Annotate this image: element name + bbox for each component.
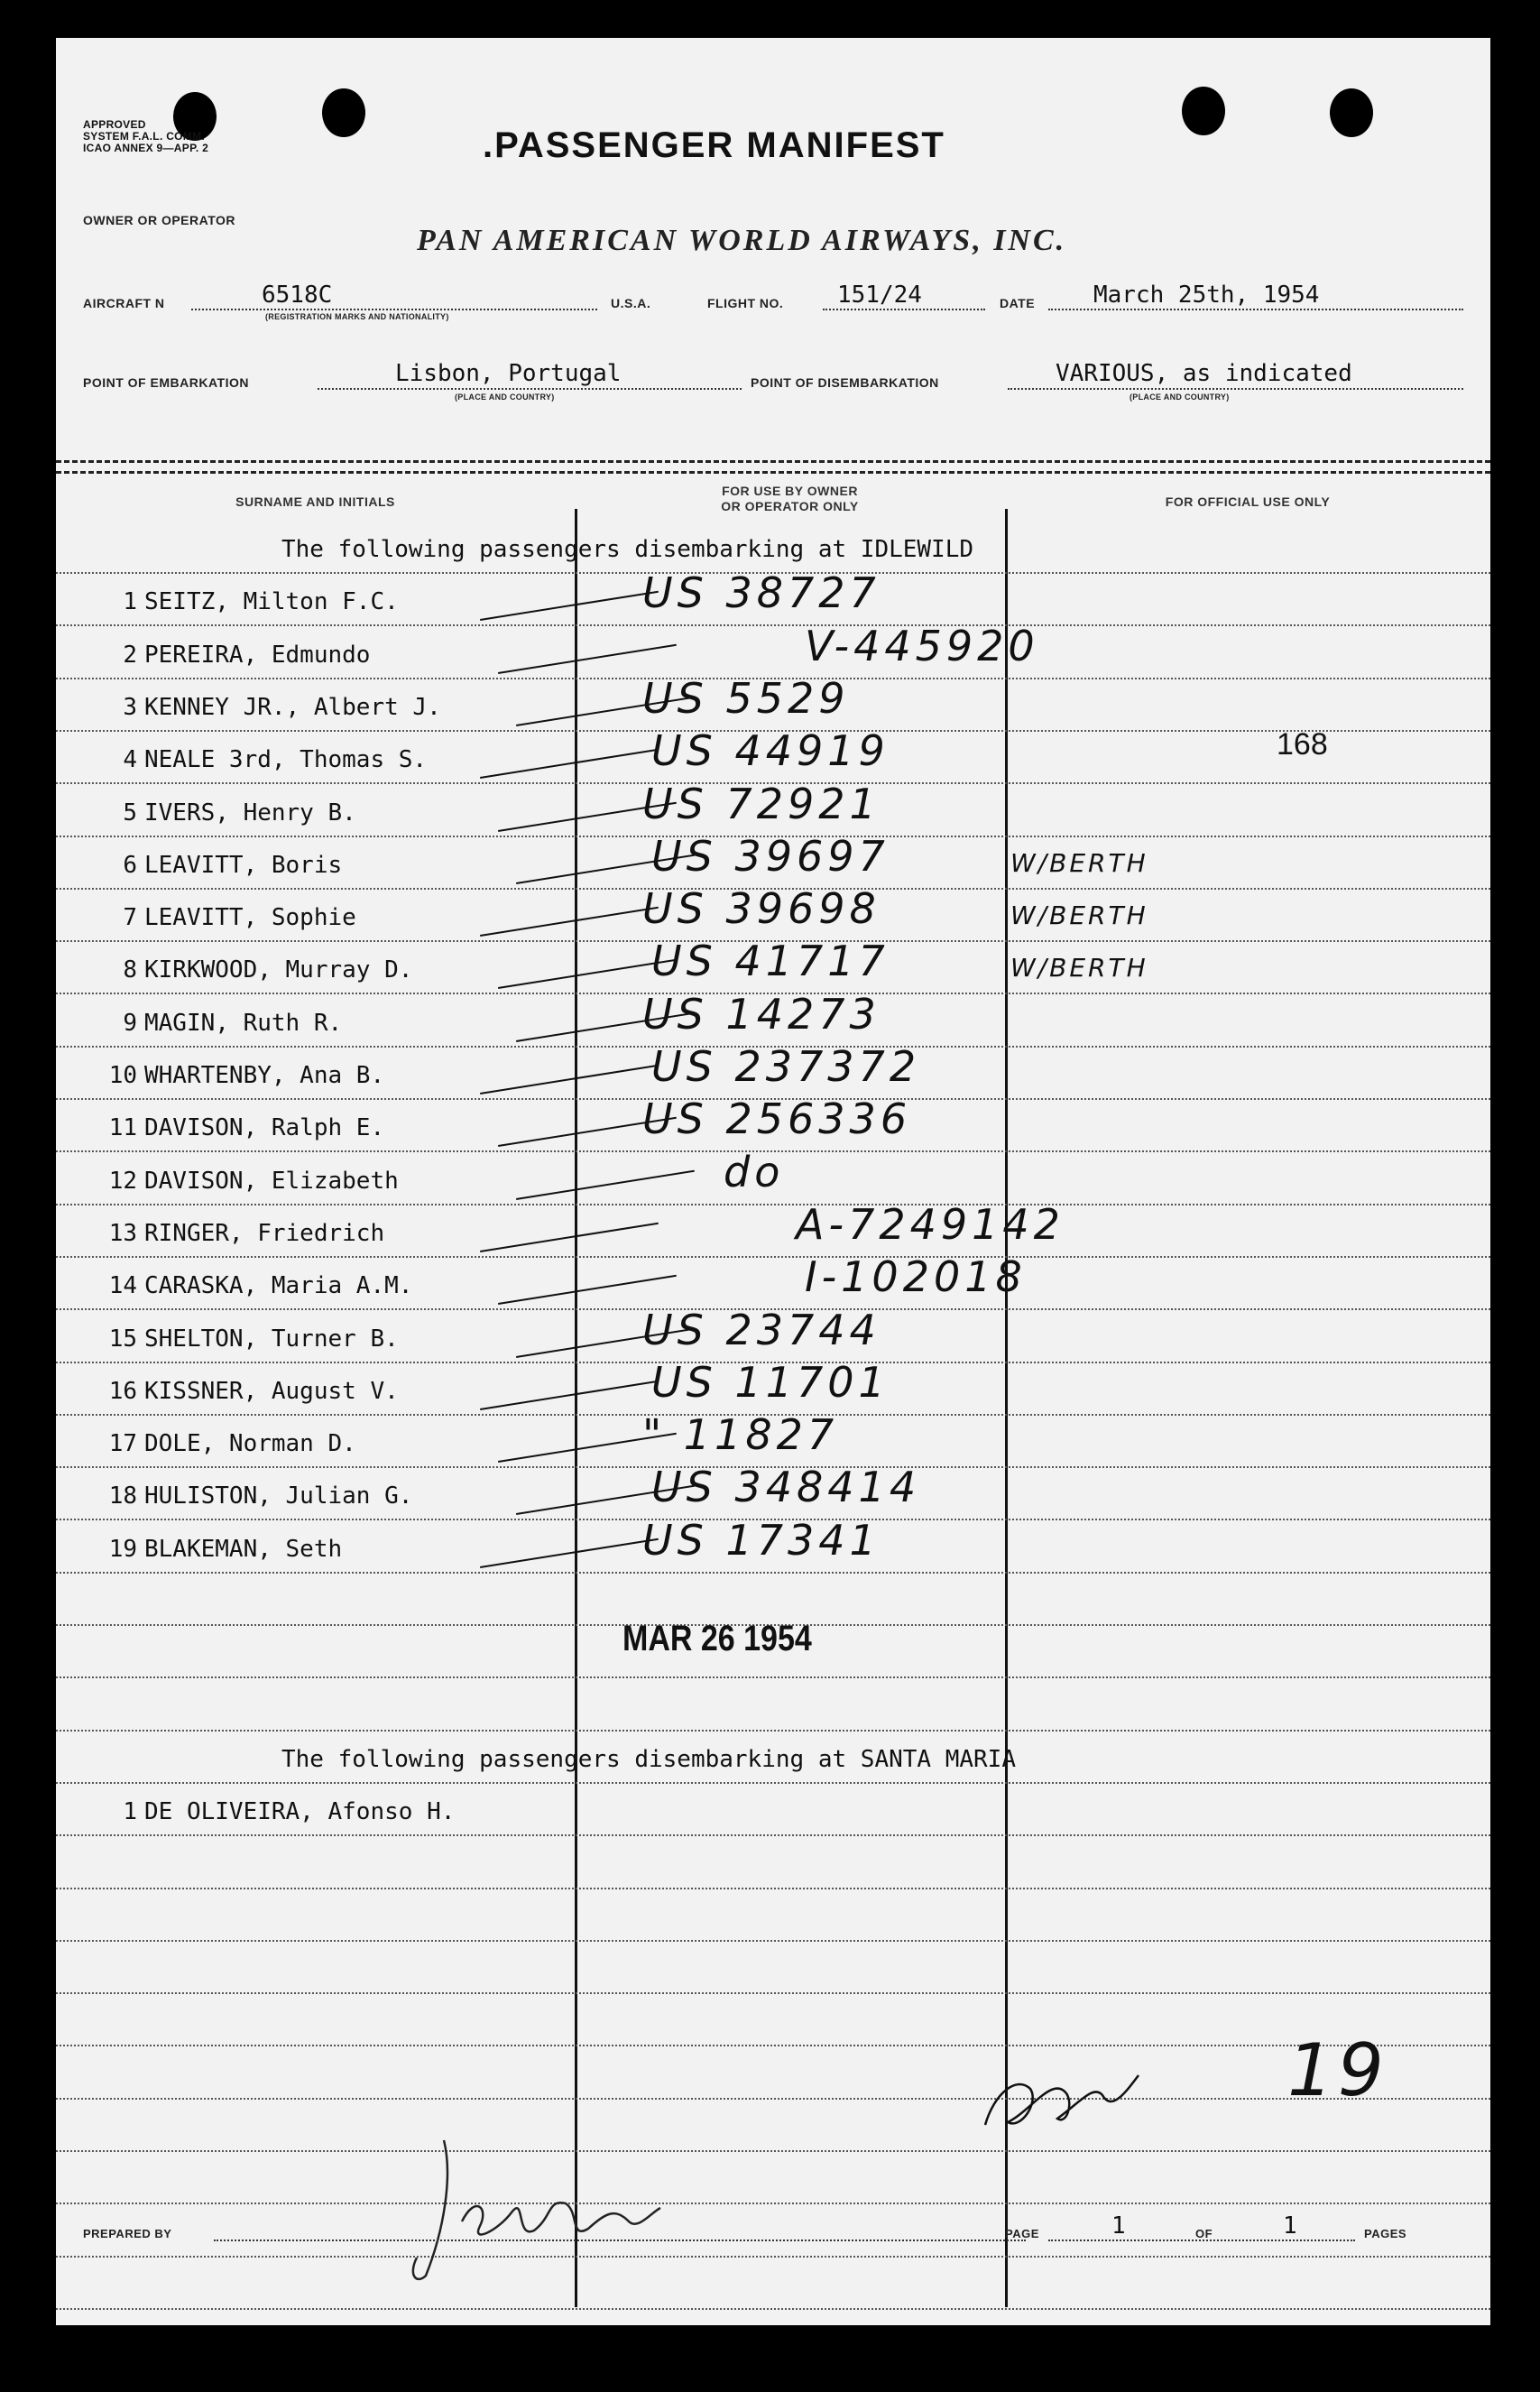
row-rule	[56, 1676, 1490, 1678]
official-use-column-header: FOR OFFICIAL USE ONLY	[1165, 494, 1331, 509]
passenger-name: RINGER, Friedrich	[144, 1220, 385, 1247]
handwritten-dash	[480, 591, 659, 621]
handwritten-dash	[480, 749, 659, 779]
passenger-name: DE OLIVEIRA, Afonso H.	[144, 1798, 456, 1825]
passenger-number: 3	[123, 694, 137, 721]
passport-number: US 11701	[651, 1358, 890, 1407]
passenger-number: 4	[123, 746, 137, 773]
passport-number: US 72921	[642, 780, 881, 828]
passport-number: " 11827	[642, 1410, 839, 1459]
handwritten-dash	[516, 1170, 695, 1200]
handwritten-dash	[480, 907, 659, 937]
row-rule	[56, 2308, 1490, 2310]
passenger-name: SHELTON, Turner B.	[144, 1325, 399, 1353]
handwritten-dash	[498, 959, 677, 989]
passport-number: US 41717	[651, 937, 890, 985]
row-rule	[56, 624, 1490, 626]
passenger-number: 2	[123, 642, 137, 669]
passenger-name: BLAKEMAN, Seth	[144, 1536, 343, 1563]
passport-number: US 237372	[651, 1042, 921, 1091]
passenger-name: LEAVITT, Boris	[144, 852, 343, 879]
passenger-name: KENNEY JR., Albert J.	[144, 694, 441, 721]
handwritten-dash	[480, 1381, 659, 1410]
aircraft-label: AIRCRAFT N	[83, 296, 165, 310]
passenger-number: 1	[123, 588, 137, 615]
preparer-signature	[390, 2122, 696, 2294]
row-rule	[56, 1572, 1490, 1574]
row-rule	[56, 2203, 1490, 2204]
usa-label: U.S.A.	[611, 296, 651, 310]
embark-label: POINT OF EMBARKATION	[83, 375, 249, 390]
passenger-name: CARASKA, Maria A.M.	[144, 1272, 413, 1299]
berth-note: W/BERTH	[1010, 900, 1148, 930]
row-rule	[56, 2045, 1490, 2046]
passport-number: US 44919	[651, 726, 890, 775]
date-stamp: MAR 26 1954	[622, 1619, 812, 1658]
pages-label: PAGES	[1364, 2227, 1407, 2240]
flight-value: 151/24	[837, 282, 922, 309]
row-rule	[56, 2098, 1490, 2100]
row-rule	[56, 1888, 1490, 1889]
section-heading: The following passengers disembarking at IDLEWILD	[281, 536, 974, 563]
passenger-number: 12	[108, 1168, 137, 1195]
page-label: PAGE	[1005, 2227, 1039, 2240]
row-rule	[56, 1730, 1490, 1732]
row-rule	[56, 1992, 1490, 1994]
punch-hole	[1330, 88, 1373, 137]
owner-use-column-header: FOR USE BY OWNER OR OPERATOR ONLY	[721, 484, 859, 513]
passenger-name: KISSNER, August V.	[144, 1378, 399, 1405]
passport-number: V-445920	[805, 622, 1039, 670]
passenger-number: 15	[108, 1325, 137, 1353]
row-rule	[56, 1940, 1490, 1942]
passport-number: US 39698	[642, 884, 881, 933]
row-rule	[56, 2150, 1490, 2152]
disembark-label: POINT OF DISEMBARKATION	[751, 375, 939, 390]
passenger-number: 19	[108, 1536, 137, 1563]
approval-note: APPROVED SYSTEM F.A.L. COMM. ICAO ANNEX 9—APP. 2	[83, 118, 209, 154]
passenger-name: WHARTENBY, Ana B.	[144, 1062, 385, 1089]
section-heading: The following passengers disembarking at SANTA MARIA	[281, 1746, 1016, 1773]
punch-hole	[1182, 87, 1225, 135]
passenger-number: 5	[123, 799, 137, 827]
passenger-number: 6	[123, 852, 137, 879]
passport-number: US 39697	[651, 832, 890, 881]
passport-number: US 256336	[642, 1094, 912, 1143]
of-label: OF	[1195, 2227, 1213, 2240]
flight-label: FLIGHT NO.	[707, 296, 784, 310]
aircraft-value: 6518C	[262, 282, 333, 309]
page-number: 1	[1111, 2212, 1126, 2240]
embark-sublabel: (PLACE AND COUNTRY)	[455, 393, 555, 402]
date-label: DATE	[1000, 296, 1036, 310]
passenger-name: DAVISON, Ralph E.	[144, 1114, 385, 1141]
passport-number: US 14273	[642, 990, 881, 1039]
passenger-name: DOLE, Norman D.	[144, 1430, 356, 1457]
passenger-number: 7	[123, 904, 137, 931]
passenger-number: 17	[108, 1430, 137, 1457]
passenger-name: HULISTON, Julian G.	[144, 1482, 413, 1510]
passenger-name: IVERS, Henry B.	[144, 799, 356, 827]
disembark-value: VARIOUS, as indicated	[1056, 360, 1352, 387]
passenger-name: NEALE 3rd, Thomas S.	[144, 746, 428, 773]
page-count: 1	[1283, 2212, 1297, 2240]
passport-number: US 5529	[642, 674, 850, 723]
passenger-name: SEITZ, Milton F.C.	[144, 588, 399, 615]
passport-number: US 38727	[642, 568, 881, 617]
handwritten-dash	[498, 1275, 677, 1305]
handwritten-dash	[480, 1065, 659, 1094]
passenger-number: 13	[108, 1220, 137, 1247]
surname-column-header: SURNAME AND INITIALS	[235, 494, 395, 509]
airline-name: PAN AMERICAN WORLD AIRWAYS, INC.	[417, 224, 1067, 257]
row-rule	[56, 1204, 1490, 1205]
passport-number: A-7249142	[796, 1200, 1065, 1249]
manifest-sheet	[56, 38, 1490, 2325]
embark-value: Lisbon, Portugal	[395, 360, 622, 387]
handwritten-dash	[480, 1538, 659, 1568]
passport-number: I-102018	[805, 1252, 1027, 1301]
passenger-number: 18	[108, 1482, 137, 1510]
passport-number: US 17341	[642, 1516, 881, 1565]
passport-number: US 348414	[651, 1463, 921, 1511]
berth-note: W/BERTH	[1010, 848, 1148, 878]
passenger-number: 9	[123, 1010, 137, 1037]
passport-number: US 23744	[642, 1306, 881, 1354]
prepared-by-label: PREPARED BY	[83, 2227, 172, 2240]
passenger-number: 16	[108, 1378, 137, 1405]
aircraft-sublabel: (REGISTRATION MARKS AND NATIONALITY)	[265, 312, 449, 321]
passenger-number: 1	[123, 1798, 137, 1825]
passenger-name: PEREIRA, Edmundo	[144, 642, 371, 669]
punch-hole	[322, 88, 365, 137]
row-rule	[56, 1782, 1490, 1784]
passenger-number: 10	[108, 1062, 137, 1089]
signature-mark	[967, 2039, 1157, 2147]
row-rule	[56, 2256, 1490, 2258]
owner-label: OWNER OR OPERATOR	[83, 213, 235, 227]
handwritten-dash	[480, 1223, 659, 1252]
date-value: March 25th, 1954	[1093, 282, 1320, 309]
passenger-name: DAVISON, Elizabeth	[144, 1168, 399, 1195]
handwritten-dash	[498, 644, 677, 674]
passenger-name: KIRKWOOD, Murray D.	[144, 956, 413, 984]
row-rule	[56, 1834, 1490, 1836]
signature-count: 19	[1287, 2028, 1388, 2112]
row-rule	[56, 1256, 1490, 1258]
passenger-number: 11	[108, 1114, 137, 1141]
passport-number: do	[724, 1148, 785, 1196]
page-title: .PASSENGER MANIFEST	[483, 125, 945, 165]
passenger-number: 14	[108, 1272, 137, 1299]
passenger-number: 8	[123, 956, 137, 984]
disembark-sublabel: (PLACE AND COUNTRY)	[1130, 393, 1230, 402]
passenger-name: MAGIN, Ruth R.	[144, 1010, 343, 1037]
passenger-name: LEAVITT, Sophie	[144, 904, 356, 931]
official-mark: 168	[1277, 727, 1328, 762]
berth-note: W/BERTH	[1010, 953, 1148, 983]
